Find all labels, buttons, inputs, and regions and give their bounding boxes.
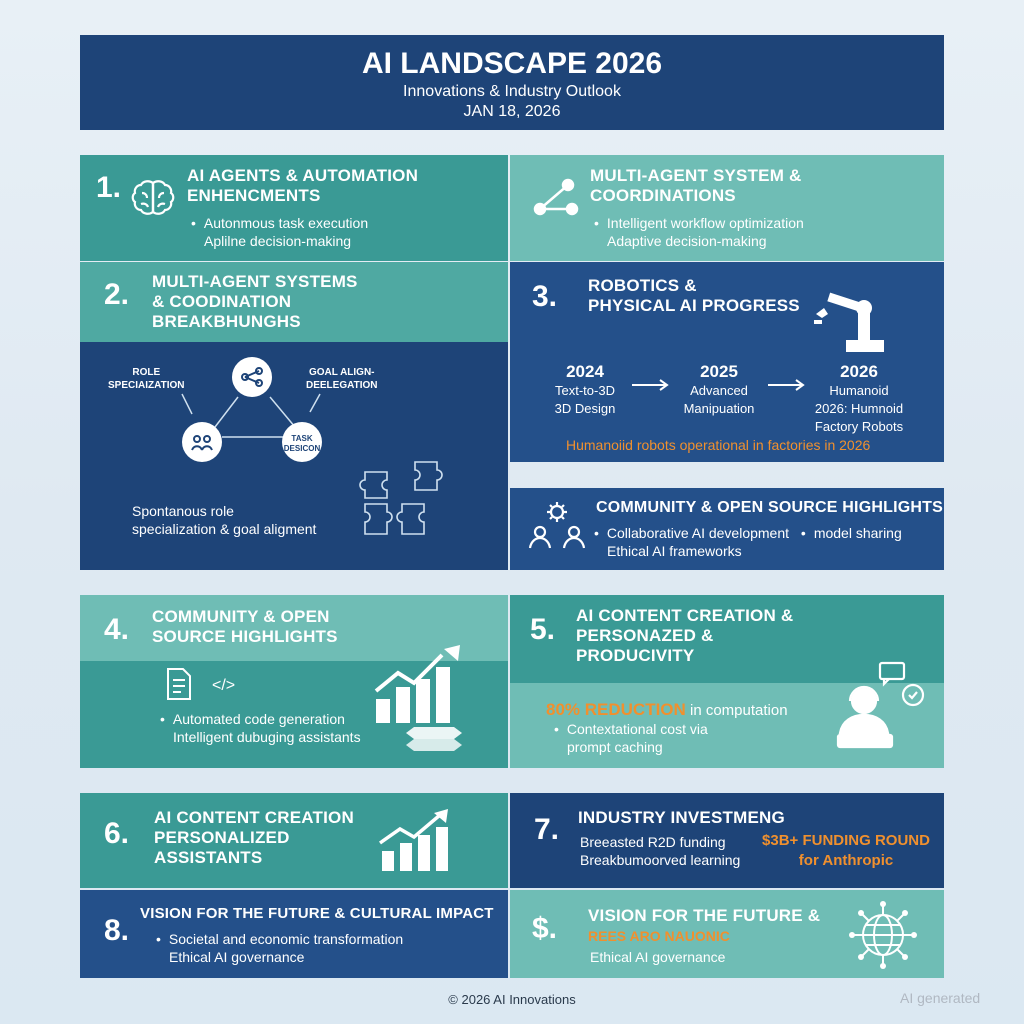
section-number: 4. [104, 613, 130, 646]
section-3-highlight: Humanoiid robots operational in factories in 2026 [566, 437, 871, 453]
section-5-title: AI CONTENT CREATION & PERSONAZED & PRODUCIVITY [576, 606, 794, 665]
section-number: 2. [104, 278, 130, 311]
list-item: Breakbumoorved learning [580, 852, 741, 868]
goal-align-label: GOAL ALIGN- DEELEGATION [306, 367, 378, 391]
section-4-body [80, 661, 508, 768]
section-9-item: Ethical AI governance [590, 949, 726, 965]
list-item: Aplilne decision-making [204, 233, 352, 249]
page-subtitle: Innovations & Industry Outlook [403, 83, 621, 100]
section-list [594, 214, 804, 250]
bar-chart-growth-icon [378, 807, 458, 873]
section-3-title: ROBOTICS & PHYSICAL AI PROGRESS [588, 276, 800, 315]
list-item: • Intelligent workflow optimization [594, 214, 804, 232]
section-8-title: VISION FOR THE FUTURE & CULTURAL IMPACT [140, 905, 494, 922]
section-7-title: INDUSTRY INVESTMENG [578, 808, 785, 827]
section-2-diagram [80, 342, 508, 570]
section-1-title: AI AGENTS & AUTOMATION ENHENCMENTS [187, 166, 419, 205]
code-label: </> [212, 677, 236, 694]
section-2-header [80, 262, 508, 342]
section-2-caption: Spontanous role specialization & goal aligment [132, 503, 317, 537]
list-item: Breeasted R2D funding [580, 834, 726, 850]
list-item: • model sharing [801, 525, 902, 541]
list-item: • Contextational cost via [554, 720, 708, 738]
page-date: JAN 18, 2026 [463, 103, 561, 120]
section-number: 8. [104, 914, 130, 947]
section-8-list [156, 930, 403, 966]
globe-network-icon [848, 900, 918, 970]
team-gear-icon [528, 500, 586, 550]
section-number: 3. [532, 280, 558, 313]
role-specialization-label: ROLE SPECIAIZATION [108, 367, 185, 391]
section-8 [80, 890, 508, 978]
section-5-list [554, 720, 708, 756]
list-item: Ethical AI frameworks [607, 543, 742, 559]
list-item: • Autonmous task execution [191, 214, 368, 232]
support-agent-icon [834, 661, 926, 751]
community-title: COMMUNITY & OPEN SOURCE HIGHLIGHTS [596, 499, 943, 516]
list-item: Intelligent dubuging assistants [173, 729, 361, 745]
list-item: Ethical AI governance [169, 949, 305, 965]
brain-icon [130, 177, 176, 223]
task-decision-label: TASK DESICON [283, 434, 321, 453]
ai-generated-watermark: AI generated [900, 990, 981, 1006]
timeline-2024: 2024 Text-to-3D 3D Design [554, 362, 616, 416]
section-number: 7. [534, 813, 560, 846]
section-9 [510, 890, 944, 978]
section-7 [510, 793, 944, 888]
section-4-list [160, 710, 361, 746]
section-number: 5. [530, 613, 556, 646]
growth-chart-icon [372, 639, 472, 759]
community-highlights-box [510, 488, 944, 570]
arrow-right-icon [768, 379, 808, 391]
network-icon [532, 177, 580, 219]
section-number: 1. [96, 171, 122, 204]
community-list [594, 524, 902, 560]
section-5-body [510, 683, 944, 768]
header-banner [80, 35, 944, 130]
section-2-title: MULTI-AGENT SYSTEMS & COODINATION BREAKBHUNGHS [152, 272, 358, 331]
document-icon [166, 667, 192, 701]
section-9-garbled-text: REES ARO NAUONIC [588, 928, 730, 944]
section-6 [80, 793, 508, 888]
list-item: • Societal and economic transformation [156, 930, 403, 948]
list-item: prompt caching [567, 739, 663, 755]
arrow-right-icon [632, 379, 672, 391]
footer-copyright: © 2026 AI Innovations [448, 992, 576, 1007]
timeline-2025: 2025 Advanced Manipuation [683, 362, 755, 416]
page-title: AI LANDSCAPE 2026 [361, 47, 663, 80]
reduction-stat: 80% REDUCTION in computation [546, 700, 788, 719]
section-7-list [580, 833, 740, 869]
section-title: MULTI-AGENT SYSTEM & COORDINATIONS [590, 166, 802, 205]
section-number: 6. [104, 817, 130, 850]
list-item: • Collaborative AI development [594, 525, 789, 541]
section-number: $. [532, 912, 558, 945]
section-4-title: COMMUNITY & OPEN SOURCE HIGHLIGHTS [152, 607, 338, 646]
section-9-title: VISION FOR THE FUTURE & [588, 906, 821, 925]
section-multi-agent-coordination [510, 155, 944, 261]
section-1 [80, 155, 508, 261]
list-item: • Automated code generation [160, 710, 361, 728]
section-6-title: AI CONTENT CREATION PERSONALIZED ASSISTANTS [154, 808, 354, 867]
robot-arm-icon [810, 290, 886, 354]
list-item: Adaptive decision-making [607, 233, 767, 249]
section-3 [510, 262, 944, 462]
section-1-list [191, 214, 368, 250]
funding-highlight: $3B+ FUNDING ROUND for Anthropic [762, 832, 930, 869]
timeline-2026: 2026 Humanoid 2026: Humnoid Factory Robots [814, 362, 904, 434]
